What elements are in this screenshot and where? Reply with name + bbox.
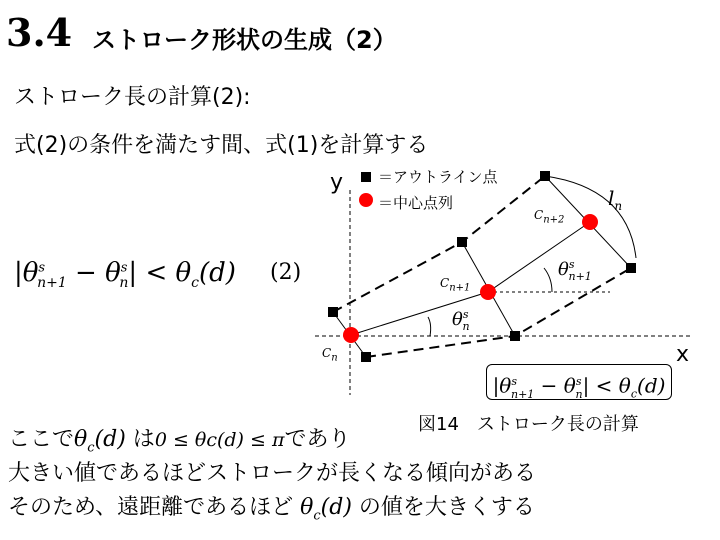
subtitle: ストローク長の計算(2): bbox=[14, 85, 251, 110]
label-cn1: $C_{n+1}$ bbox=[440, 276, 471, 294]
label-cn: $C_n$ bbox=[322, 346, 338, 364]
legend-center-label: ＝中心点列 bbox=[378, 194, 454, 212]
outline-point bbox=[457, 237, 467, 247]
bottom-line-3: そのため、遠距離であるほど $\theta_c(d)$ の値を大きくする bbox=[8, 495, 535, 524]
x-axis-label: x bbox=[676, 342, 690, 367]
outline-point bbox=[361, 352, 371, 362]
page-title: ストローク形状の生成（2） bbox=[92, 26, 397, 54]
legend-outline-label: ＝アウトライン点 bbox=[378, 168, 498, 186]
description: 式(2)の条件を満たす間、式(1)を計算する bbox=[14, 133, 429, 158]
outline-point bbox=[328, 307, 338, 317]
angle-arc-n1 bbox=[544, 268, 552, 292]
center-point bbox=[480, 284, 496, 300]
y-axis-label: y bbox=[330, 170, 344, 195]
label-cn2: $C_{n+2}$ bbox=[534, 208, 565, 226]
outline-point bbox=[626, 263, 636, 273]
center-path bbox=[351, 222, 590, 335]
boxed-formula: $|\theta^s_{n+1} - \theta^s_n| < \theta_c(d)$ bbox=[486, 364, 672, 400]
bottom-line-2: 大きい値であるほどストロークが長くなる傾向がある bbox=[8, 461, 537, 486]
figure-caption: 図14 ストローク長の計算 bbox=[418, 414, 639, 435]
section-number: 3.4 bbox=[6, 10, 73, 55]
angle-arc-n bbox=[428, 317, 431, 336]
legend-outline-marker bbox=[361, 172, 371, 182]
center-point bbox=[343, 327, 359, 343]
label-ln: $l_n$ bbox=[608, 186, 623, 213]
center-point bbox=[582, 214, 598, 230]
label-theta-n1: $\theta^s_{n+1}$ bbox=[558, 258, 592, 283]
main-formula: $|\theta^s_{n+1} - \theta^s_n| < \theta_c(d)$ bbox=[14, 258, 236, 292]
legend-center-marker bbox=[359, 193, 373, 207]
bottom-line-1: ここで$\theta_c(d)$ は0 ≤ θc(d) ≤ πであり bbox=[8, 427, 351, 456]
label-theta-n: $\theta^s_n$ bbox=[452, 308, 470, 333]
outline-point bbox=[540, 171, 550, 181]
outline-point bbox=[510, 331, 520, 341]
equation-number: (2) bbox=[270, 260, 302, 285]
